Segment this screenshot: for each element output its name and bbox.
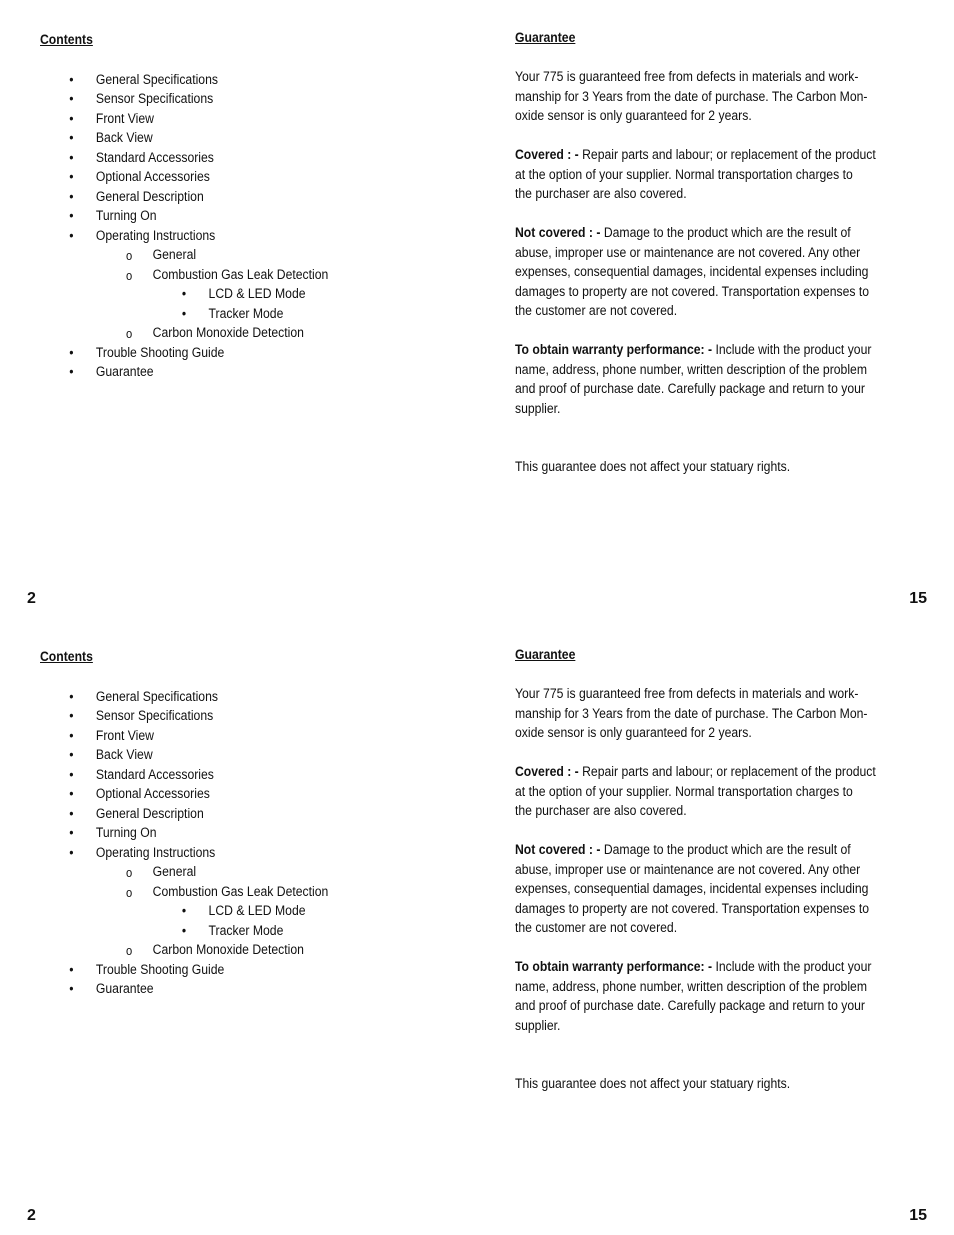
guarantee-heading: Guarantee (515, 647, 576, 663)
covered-paragraph (515, 763, 924, 822)
covered-line: at the option of your supplier. Normal transportation charges to (515, 166, 853, 183)
contents-item-label: Sensor Specifications (95, 708, 214, 724)
warranty-line: and proof of purchase date. Carefully package and return to your (515, 998, 865, 1014)
not-covered-line: the customer are not covered. (515, 920, 678, 936)
list-bullet: o (126, 884, 133, 900)
contents-item (40, 902, 418, 922)
guarantee-section (515, 29, 924, 497)
not-covered-paragraph (515, 841, 924, 939)
guarantee-intro (515, 685, 924, 744)
list-bullet: • (69, 149, 74, 166)
warranty-line: name, address, phone number, written description of the problem (515, 361, 868, 378)
contents-item-label: LCD & LED Mode (208, 286, 306, 302)
contents-item (40, 707, 418, 727)
covered-lead: Covered : - (515, 764, 583, 780)
covered-paragraph (515, 146, 924, 205)
page-spread (0, 617, 954, 1234)
contents-item (40, 71, 418, 91)
not-covered-lead: Not covered : - (515, 842, 604, 858)
guarantee-heading: Guarantee (515, 30, 576, 46)
contents-item-label: Guarantee (95, 981, 154, 997)
warranty-lead: To obtain warranty performance: - (515, 959, 716, 975)
list-bullet: • (69, 227, 74, 244)
page-number-right: 15 (909, 590, 927, 607)
contents-item (40, 363, 418, 383)
list-bullet: • (69, 786, 74, 802)
list-bullet: • (69, 208, 74, 224)
contents-item-label: General Description (95, 805, 204, 822)
list-bullet: • (69, 961, 74, 978)
list-bullet: • (69, 110, 74, 127)
not-covered-line (515, 841, 924, 861)
guarantee-intro-line: oxide sensor is only guaranteed for 2 years. (515, 108, 752, 124)
list-bullet: • (69, 708, 74, 724)
contents-section (40, 31, 418, 383)
list-bullet: • (69, 727, 74, 744)
list-bullet: • (69, 188, 74, 205)
contents-item (40, 961, 418, 981)
page-number-left: 2 (27, 590, 36, 607)
contents-item-label: General Description (95, 188, 204, 205)
contents-item-label: Turning On (95, 208, 157, 224)
list-bullet: • (181, 903, 187, 919)
warranty-line: name, address, phone number, written description of the problem (515, 978, 868, 995)
contents-item-label: Optional Accessories (95, 786, 210, 802)
contents-item (40, 246, 418, 266)
covered-line (515, 146, 924, 166)
contents-item-label: Operating Instructions (95, 844, 216, 861)
warranty-line (515, 341, 924, 361)
contents-heading: Contents (40, 649, 93, 665)
contents-item-label: General Specifications (95, 71, 218, 88)
contents-item (40, 324, 418, 344)
page-number-right: 15 (909, 1207, 927, 1224)
guarantee-section (515, 646, 924, 1114)
guarantee-intro-line: manship for 3 Years from the date of purchase. The Carbon Mon- (515, 705, 868, 722)
warranty-text: Include with the product your (715, 342, 872, 358)
spacer (515, 1056, 924, 1076)
spacer (515, 439, 924, 459)
contents-item-label: General Specifications (95, 688, 218, 705)
contents-item-label: Turning On (95, 825, 157, 841)
contents-item-label: Guarantee (95, 364, 154, 380)
not-covered-line: expenses, consequential damages, incidental expenses including (515, 881, 869, 897)
contents-item-label: Front View (95, 110, 155, 127)
contents-heading: Contents (40, 32, 93, 48)
not-covered-line: abuse, improper use or maintenance are not covered. Any other (515, 244, 861, 261)
contents-item (40, 863, 418, 883)
warranty-lead: To obtain warranty performance: - (515, 342, 716, 358)
page-number-left: 2 (27, 1207, 36, 1224)
list-bullet: o (126, 865, 133, 880)
contents-item (40, 285, 418, 305)
list-bullet: • (181, 305, 187, 322)
statutory-rights-note: This guarantee does not affect your statuary rights. (515, 459, 791, 475)
contents-item-label: Sensor Specifications (95, 91, 214, 107)
contents-item (40, 129, 418, 149)
contents-item-label: Tracker Mode (208, 922, 284, 939)
list-bullet: • (69, 71, 74, 88)
contents-item-label: Combustion Gas Leak Detection (152, 266, 329, 283)
list-bullet: • (69, 91, 74, 107)
statutory-rights-note: This guarantee does not affect your statuary rights. (515, 1076, 791, 1092)
list-bullet: o (126, 943, 133, 958)
contents-item-label: Operating Instructions (95, 227, 216, 244)
guarantee-intro-line: Your 775 is guaranteed free from defects in materials and work- (515, 69, 859, 85)
contents-item (40, 110, 418, 130)
contents-item-label: Trouble Shooting Guide (95, 961, 225, 978)
contents-item-label: LCD & LED Mode (208, 903, 306, 919)
list-bullet: • (69, 169, 74, 185)
not-covered-line: damages to property are not covered. Transportation expenses to (515, 283, 870, 300)
guarantee-intro-line: manship for 3 Years from the date of purchase. The Carbon Mon- (515, 88, 868, 105)
contents-item-label: General (152, 247, 197, 263)
list-bullet: • (181, 922, 187, 939)
covered-text: Repair parts and labour; or replacement of the product (582, 147, 876, 163)
contents-item-label: Back View (95, 130, 153, 146)
list-bullet: • (69, 844, 74, 861)
guarantee-intro-line: oxide sensor is only guaranteed for 2 years. (515, 725, 752, 741)
list-bullet: o (126, 267, 133, 283)
warranty-line: supplier. (515, 1017, 561, 1034)
list-bullet: • (181, 286, 187, 302)
not-covered-line: damages to property are not covered. Transportation expenses to (515, 900, 870, 917)
covered-line: the purchaser are also covered. (515, 186, 687, 202)
contents-list (40, 71, 418, 383)
contents-item-label: Front View (95, 727, 155, 744)
contents-item (40, 305, 418, 325)
list-bullet: • (69, 825, 74, 841)
contents-item (40, 980, 418, 1000)
covered-line (515, 763, 924, 783)
list-bullet: • (69, 130, 74, 146)
list-bullet: • (69, 805, 74, 822)
contents-item-label: Optional Accessories (95, 169, 210, 185)
list-bullet: • (69, 747, 74, 763)
contents-item-label: Back View (95, 747, 153, 763)
warranty-line: supplier. (515, 400, 561, 417)
contents-item (40, 227, 418, 247)
list-bullet: • (69, 688, 74, 705)
not-covered-lead: Not covered : - (515, 225, 604, 241)
contents-item-label: Combustion Gas Leak Detection (152, 883, 329, 900)
contents-item-label: Carbon Monoxide Detection (152, 942, 304, 958)
list-bullet: • (69, 364, 74, 380)
contents-item-label: Tracker Mode (208, 305, 284, 322)
contents-item (40, 824, 418, 844)
covered-text: Repair parts and labour; or replacement of the product (582, 764, 876, 780)
not-covered-line: abuse, improper use or maintenance are not covered. Any other (515, 861, 861, 878)
contents-item-label: Standard Accessories (95, 149, 214, 166)
list-bullet: o (126, 248, 133, 263)
contents-item (40, 766, 418, 786)
list-bullet: • (69, 981, 74, 997)
not-covered-line: expenses, consequential damages, incidental expenses including (515, 264, 869, 280)
not-covered-paragraph (515, 224, 924, 322)
page-spread (0, 0, 954, 617)
list-bullet: • (69, 344, 74, 361)
contents-list (40, 688, 418, 1000)
contents-item (40, 746, 418, 766)
contents-item (40, 727, 418, 747)
contents-item (40, 168, 418, 188)
contents-item-label: Trouble Shooting Guide (95, 344, 225, 361)
warranty-paragraph (515, 958, 924, 1036)
contents-item (40, 90, 418, 110)
guarantee-intro-line: Your 775 is guaranteed free from defects in materials and work- (515, 686, 859, 702)
contents-item (40, 805, 418, 825)
not-covered-line (515, 224, 924, 244)
covered-line: the purchaser are also covered. (515, 803, 687, 819)
contents-item (40, 344, 418, 364)
warranty-paragraph (515, 341, 924, 419)
contents-item (40, 266, 418, 286)
contents-section (40, 648, 418, 1000)
not-covered-text: Damage to the product which are the result of (603, 225, 851, 241)
contents-item (40, 149, 418, 169)
warranty-text: Include with the product your (715, 959, 872, 975)
covered-lead: Covered : - (515, 147, 583, 163)
contents-item (40, 785, 418, 805)
contents-item (40, 941, 418, 961)
contents-item (40, 922, 418, 942)
not-covered-line: the customer are not covered. (515, 303, 678, 319)
warranty-line: and proof of purchase date. Carefully package and return to your (515, 381, 865, 397)
contents-item-label: Carbon Monoxide Detection (152, 325, 304, 341)
contents-item (40, 844, 418, 864)
not-covered-text: Damage to the product which are the result of (603, 842, 851, 858)
contents-item (40, 207, 418, 227)
guarantee-intro (515, 68, 924, 127)
contents-item-label: Standard Accessories (95, 766, 214, 783)
contents-item (40, 188, 418, 208)
contents-item-label: General (152, 864, 197, 880)
list-bullet: o (126, 326, 133, 341)
warranty-line (515, 958, 924, 978)
covered-line: at the option of your supplier. Normal transportation charges to (515, 783, 853, 800)
contents-item (40, 883, 418, 903)
contents-item (40, 688, 418, 708)
list-bullet: • (69, 766, 74, 783)
